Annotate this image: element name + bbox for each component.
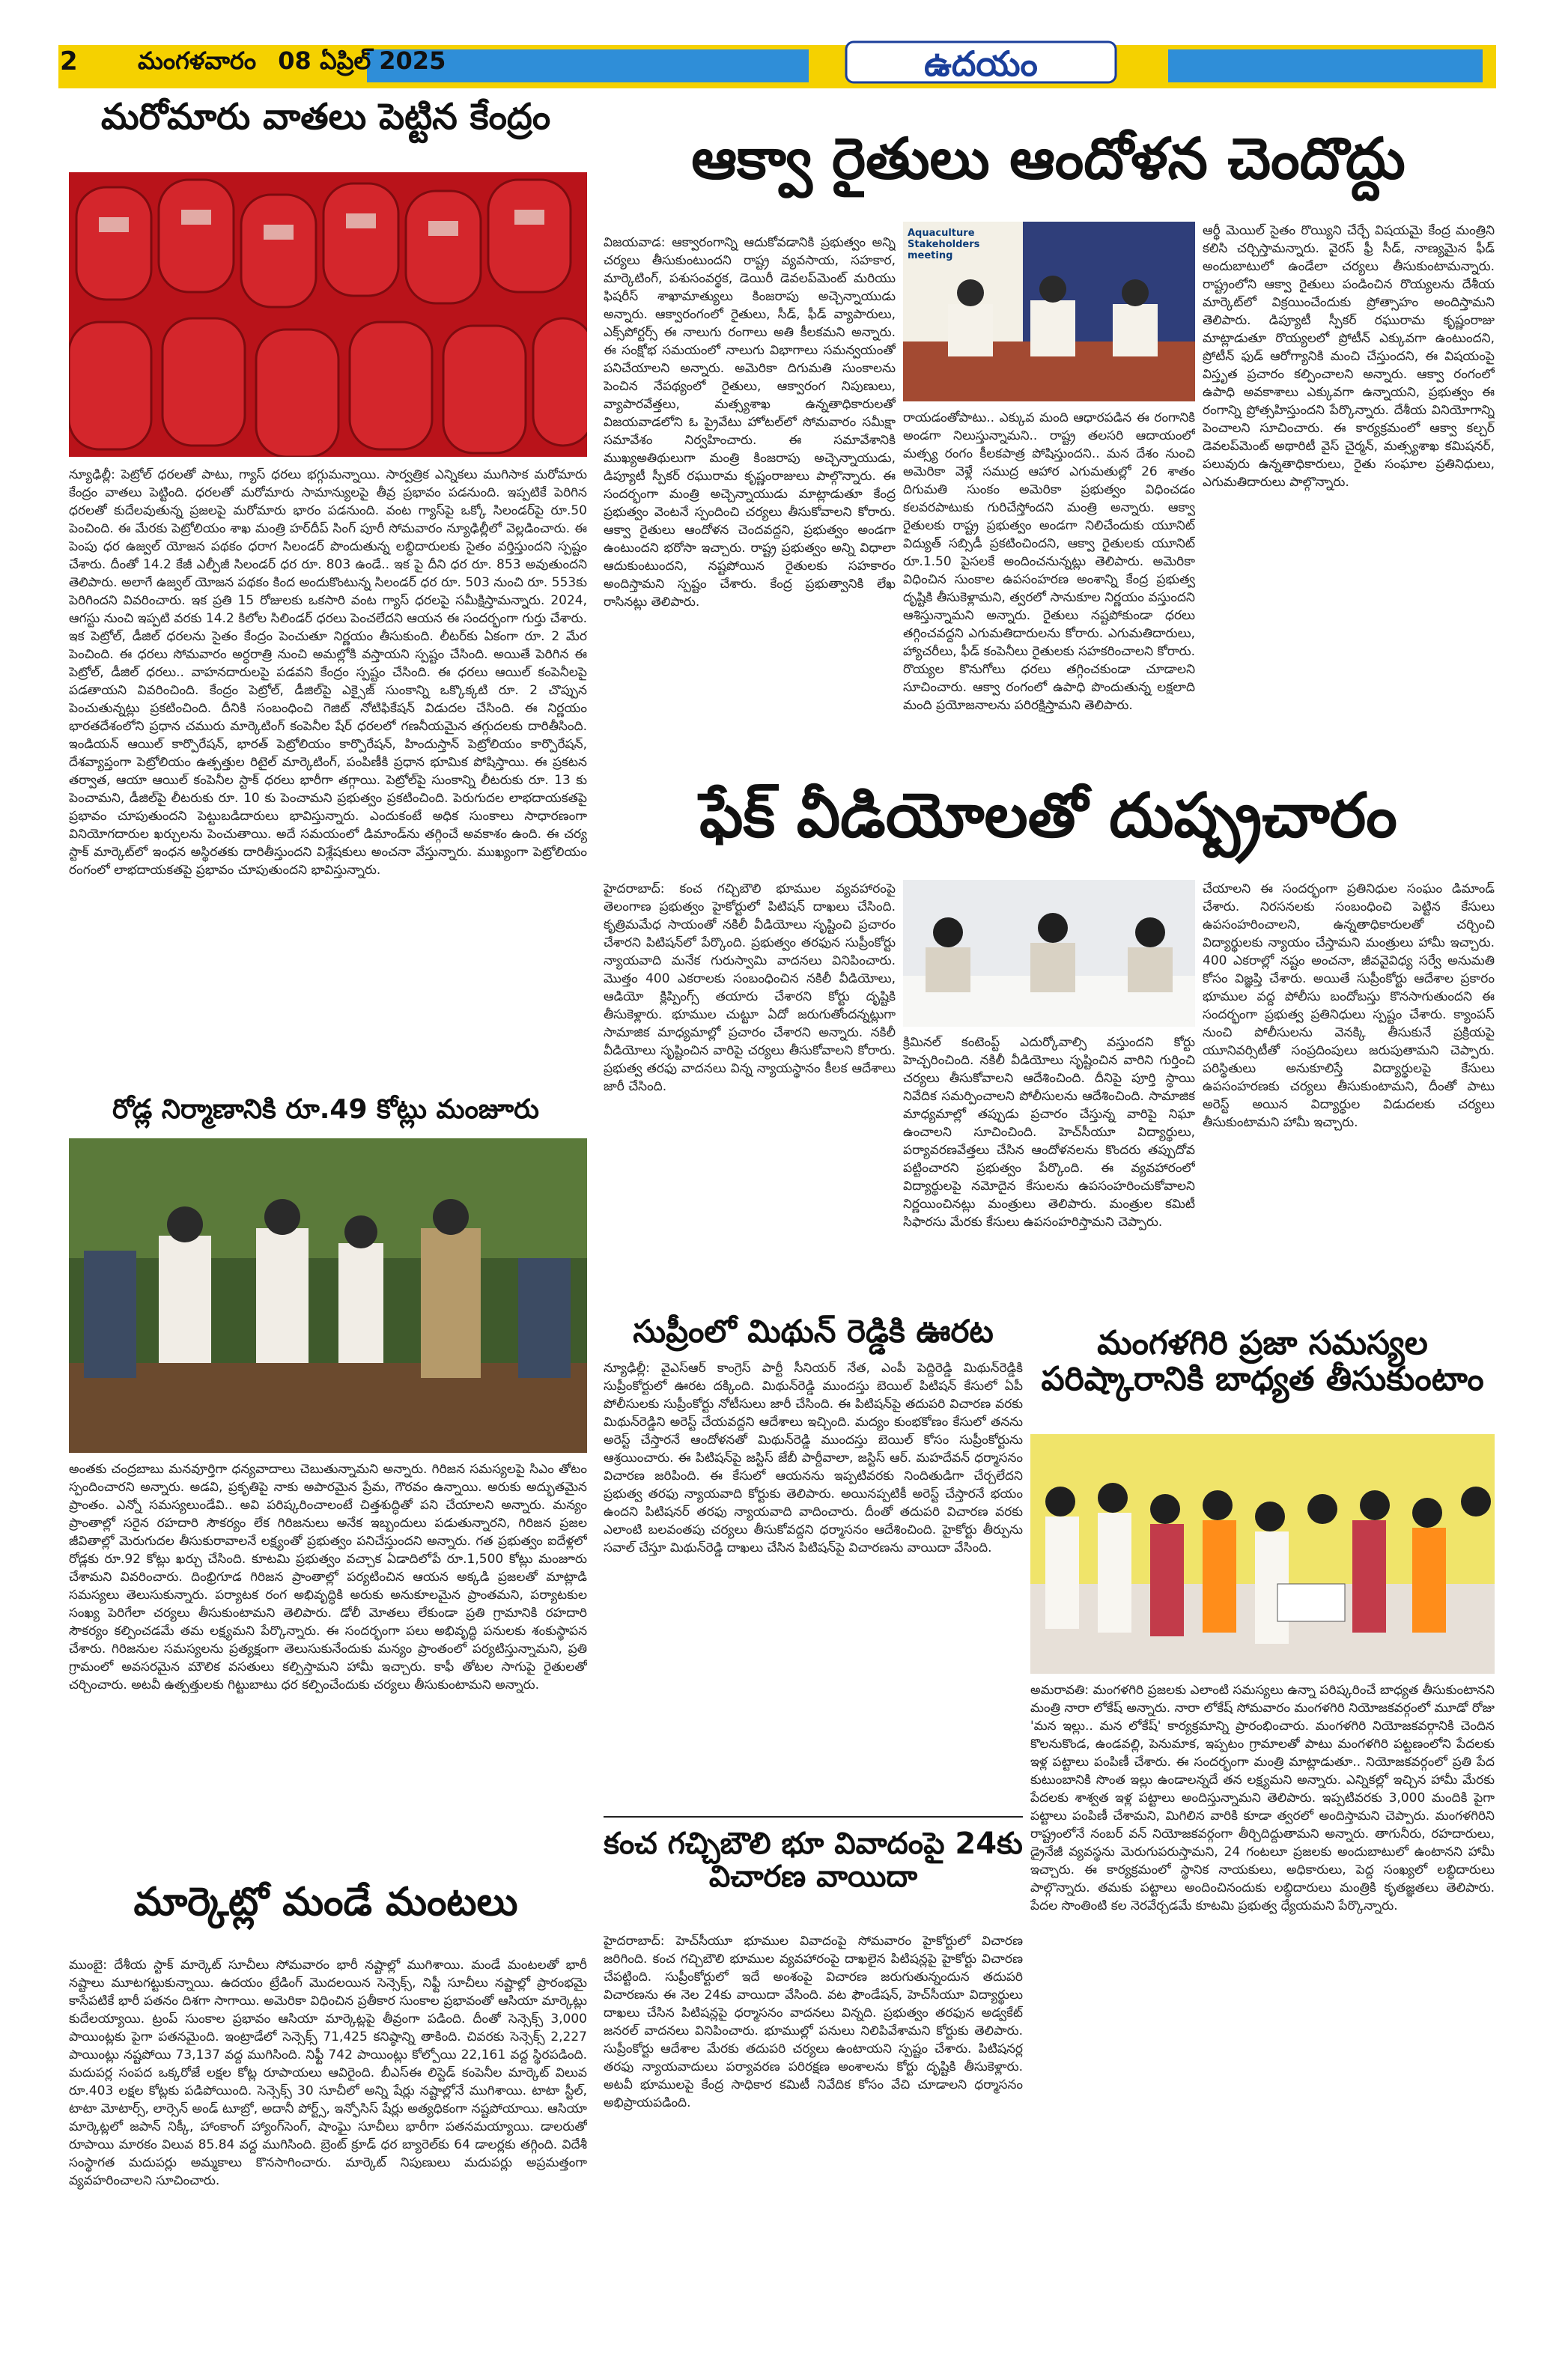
gas-article-text: న్యూఢిల్లీ: పెట్రోల్ ధరలతో పాటు, గ్యాస్ ధరలు భగ్గుమన్నాయి. సార్వత్రిక ఎన్నికలు ముగిసాక మరోమారు కేంద్రం వాతలు పెట్టింది. ధరలతో మరోమారు సామాన్యులపై తీవ్ర ప్రభావం పడనుంది. ఇప్పటికే పెరిగిన ధరలతో కుదేలవుతున్న ప్రజలపై మరోమారు భారం పడనుంది. వంట గ్యాస్‌పై ఒక్కో సిలండర్‌పై రూ.50 పెంచింది. ఈ మేరకు పెట్రోలియం శాఖ మంత్రి హర్‌దీప్ సింగ్ పూరీ సోమవారం న్యూఢిల్లీలో వెల్లడించారు. ఈ పెంపు ధర ఉజ్వల్ యోజన పథకం ధరాగ సిలండర్ పొందుతున్న లబ్ధిదారులకు సైతం వర్తిస్తుందని స్పష్టం చేశారు. దీంతో 14.2 కేజీ ఎల్పీజీ సిలండర్ ధర రూ. 803 ఉండే.. ఇక పై దీని ధర రూ. 853 అవుతుందని తెలిపారు. అలాగే ఉజ్వల్ యోజన పథకం కింద అందుకొంటున్న సిలండర్ ధర రూ. 503 నుంచి రూ. 553కు పెరిగిందని వివరించారు. ఇక ప్రతి 15 రోజులకు ఒకసారి వంట గ్యాస్ ధరలపై సమీక్షిస్తామన్నారు. 2024, ఆగస్టు నుంచి ఇప్పటి వరకు 14.2 కిలోల సిలిండర్ ధరలు పెంచలేదని ఆయన ఈ సందర్భంగా గుర్తు చేశారు. ఇక పెట్రోల్, డీజిల్ ధరలను సైతం కేంద్రం పెంచుతూ నిర్ణయం తీసుకుంది. లీటర్‌కు ఏకంగా రూ. 2 మేర పెంచింది. ఈ ధరలు సోమవారం అర్ధరాత్రి నుంచి అమల్లోకి వస్తాయని స్పష్టం చేసింది. అయితే పెరిగిన ఈ పెట్రోల్, డీజిల్ ధరలు.. వాహనదారులపై పడవని కేంద్రం స్పష్టం చేసింది. ఈ ధరలు ఆయిల్ కంపెనీలపై పడతాయని వివరించింది. కేంద్రం పెట్రోల్, డీజిల్‌పై ఎక్సైజ్ సుంకాన్ని ఒక్కొక్కటి రూ. 2 చొప్పున పెంచుతున్నట్లు ప్రకటించింది. దీనికి సంబంధించి గెజిట్ నోటిఫికేషన్ విడుదల చేసింది. ఈ నిర్ణయం భారతదేశంలోని ప్రధాన చమురు మార్కెటింగ్ కంపెనీల షేర్ ధరలలో గణనీయమైన తగ్గుదలకు దారితీసింది. ఇండియన్ ఆయిల్ కార్పొరేషన్, భారత్ పెట్రోలియం కార్పొరేషన్, హిందుస్తాన్ పెట్రోలియం కార్పొరేషన్, దేశవ్యాప్తంగా పెట్రోలియం ఉత్పత్తుల రిటైల్ మార్కెటింగ్, పంపిణీకి ప్రధాన భూమిక పోషిస్తాయి. ఈ ప్రకటన తర్వాత, ఆయా ఆయిల్ కంపెనీల స్టాక్ ధరలు భారీగా తగ్గాయి. పెట్రోల్‌పై సుంకాన్ని లీటరుకు రూ. 13 కు పెంచామని, డీజిల్‌పై లీటరుకు రూ. 10 కు పెంచామని ప్రభుత్వం ప్రకటించింది. పెరుగుదల లాభదాయకతపై ప్రభావం చూపుతుందని పెట్టుబడిదారులు భావిస్తున్నారు. ఎందుకంటే అధిక సుంకాలు సాధారణంగా వినియోగదారుల ఖర్చులను పెంచుతాయి. అదే సమయంలో డిమాండ్‌ను తగ్గించే అవకాశం ఉంది. ఈ చర్య స్టాక్ మార్కెట్‌లో ఇంధన అస్థిరతకు దారితీస్తుందని విశ్లేషకులు అంచనా వేస్తున్నారు. ముఖ్యంగా పెట్రోలియం రంగంలో లాభదాయకతపై ప్రభావం చూపుతుందని భావిస్తున్నారు. — [69, 467, 587, 878]
page-number: 2 — [60, 46, 78, 76]
mangalagiri-article-text: అమరావతి: మంగళగిరి ప్రజలకు ఎలాంటి సమస్యలు ఉన్నా పరిష్కరించే బాధ్యత తీసుకుంటానని మంత్రి నారా లోకేష్ అన్నారు. నారా లోకేష్ సోమవారం మంగళగిరి నియోజకవర్గంలో మూడో రోజు 'మన ఇల్లు.. మన లోకేష్' కార్యక్రమాన్ని ప్రారంభించారు. మంగళగిరి నియోజకవర్గానికి చెందిన కొలనుకొండ, ఉండవల్లి, పెనుమాక, ఇప్పటం గ్రామాలతో పాటు మంగళగిరి పట్టణంలోని పేదలకు ఇళ్ల పట్టాలు పంపిణీ చేశారు. ఈ సందర్భంగా మంత్రి మాట్లాడుతూ.. నియోజకవర్గంలో ప్రతి పేద కుటుంబానికి సొంత ఇల్లు ఉండాలన్నదే తన లక్ష్యమని అన్నారు. ఎన్నికల్లో ఇచ్చిన హామీ మేరకు పేదలకు శాశ్వత ఇళ్ల పట్టాలు అందిస్తున్నామని తెలిపారు. ఇప్పటివరకు 3,000 మందికి పైగా పట్టాలు పంపిణీ చేశామని, మిగిలిన వారికి కూడా త్వరలో అందిస్తామని చెప్పారు. మంగళగిరిని రాష్ట్రంలోనే నంబర్ వన్ నియోజకవర్గంగా తీర్చిదిద్దుతామని అన్నారు. తాగునీరు, రహదారులు, డ్రైనేజీ వ్యవస్థను మెరుగుపరుస్తామని, 24 గంటలూ ప్రజలకు అందుబాటులో ఉంటానని హామీ ఇచ్చారు. ఈ కార్యక్రమంలో స్థానిక నాయకులు, అధికారులు, పెద్ద సంఖ్యలో లబ్ధిదారులు పాల్గొన్నారు. తమకు పట్టాలు అందించినందుకు లబ్ధిదారులు మంత్రికి కృతజ్ఞతలు తెలిపారు. పేదల సొంతింటి కల నెరవేర్చడమే కూటమి ప్రభుత్వ ధ్యేయమని పేర్కొన్నారు. — [1030, 1683, 1495, 1913]
minister-visit-photo — [69, 1138, 587, 1453]
market-headline: మార్కెట్లో మండే మంటలు — [133, 1880, 518, 1925]
press-meet-photo — [903, 880, 1195, 1027]
mangalagiri-headline: మంగళగిరి ప్రజా సమస్యల పరిష్కారానికి బాధ్యత తీసుకుంటాం — [1041, 1324, 1484, 1399]
mithun-headline: సుప్రీంలో మిథున్ రెడ్డికి ఊరట — [633, 1313, 994, 1350]
minister-visit-icon — [69, 1138, 587, 1453]
logo-text: ఉదయం — [924, 43, 1038, 84]
praja-darbar-icon — [1030, 1434, 1495, 1674]
fake-headline: ఫేక్ వీడియోలతో దుష్ప్రచారం — [699, 780, 1397, 851]
aqua-article-text-right: ఆర్థీ మెయిల్ సైతం రొయ్యిని చేర్చే విషయమై కేంద్ర మంత్రిని కలిసి చర్చిస్తామన్నారు. వైరస్ ఫ్రీ సీడ్, నాణ్యమైన ఫీడ్ అందుబాటులో ఉండేలా చర్యలు తీసుకుంటామన్నారు. రాష్ట్రంలోని ఆక్వా రైతులు పండించిన రొయ్యలను దేశీయ మార్కెట్‌లో విక్రయించేందుకు ప్రోత్సాహం అందిస్తామని తెలిపారు. డిప్యూటీ స్పీకర్ రఘురామ కృష్ణంరాజు మాట్లాడుతూ రొయ్యలలో ప్రోటీన్ ఎక్కువగా ఉంటుందని, ప్రోటీన్ ఫుడ్ ఆరోగ్యానికి మంచి చేస్తుందని, ఈ విషయంపై విస్తృత ప్రచారం కల్పించాలని అన్నారు. ఆక్వా రంగంలో ఉపాధి అవకాశాలు ఎక్కువగా ఉన్నాయని, ప్రభుత్వం ఈ రంగాన్ని ప్రోత్సహిస్తుందని పేర్కొన్నారు. దేశీయ వినియోగాన్ని పెంచాలని సూచించారు. ఈ కార్యక్రమంలో ఆక్వా కల్చర్ డెవలప్‌మెంట్ అథారిటీ వైస్ చైర్మన్, మత్స్యశాఖ కమిషనర్, పలువురు ఉన్నతాధికారులు, రైతు సంఘాల ప్రతినిధులు, ఎగుమతిదారులు పాల్గొన్నారు. — [1203, 223, 1495, 490]
kancha-headline: కంచ గచ్చిబౌలి భూ వివాదంపై 24కు విచారణ వాయిదా — [604, 1827, 1023, 1894]
mithun-article-text: న్యూఢిల్లీ: వైఎస్ఆర్ కాంగ్రెస్ పార్టీ సీనియర్ నేత, ఎంపీ పెద్దిరెడ్డి మిథున్‌రెడ్డికి సుప్రీంకోర్టులో ఊరట దక్కింది. మిథున్‌రెడ్డి ముందస్తు బెయిల్ పిటిషన్ కేసులో ఏపీ పోలీసులకు సుప్రీంకోర్టు నోటీసులు జారీ చేసింది. ఈ పిటిషన్‌పై తదుపరి విచారణ వరకు మిథున్‌రెడ్డిని అరెస్ట్ చేయవద్దని ఆదేశాలు ఇచ్చింది. మద్యం కుంభకోణం కేసులో తనను అరెస్ట్ చేస్తారనే ఆందోళనతో మిథున్‌రెడ్డి ముందస్తు బెయిల్ కోసం సుప్రీంకోర్టును ఆశ్రయించారు. ఈ పిటిషన్‌పై జస్టిస్ జేబీ పార్దీవాలా, జస్టిస్ ఆర్. మహదేవన్ ధర్మాసనం విచారణ జరిపింది. ఈ కేసులో ఆయనను ఇప్పటివరకు నిందితుడిగా చేర్చలేదని ప్రభుత్వ తరఫు న్యాయవాది కోర్టుకు తెలిపారు. అయినప్పటికీ అరెస్ట్ చేస్తారనే భయం ఉందని పిటిషనర్ తరఫు న్యాయవాది వాదించారు. దీంతో తదుపరి విచారణ వరకు ఎలాంటి బలవంతపు చర్యలు తీసుకోవద్దని ధర్మాసనం ఆదేశించింది. హైకోర్టు తీర్పును సవాల్ చేస్తూ మిథున్‌రెడ్డి దాఖలు చేసిన పిటిషన్‌పై విచారణను వాయిదా వేసింది. — [604, 1361, 1023, 1555]
praja-darbar-photo — [1030, 1434, 1495, 1674]
roads-headline: రోడ్ల నిర్మాణానికి రూ.49 కోట్లు మంజూరు — [112, 1094, 539, 1125]
date: 08 ఏప్రిల్ 2025 — [278, 46, 446, 75]
fake-article-text-right: చేయాలని ఈ సందర్భంగా ప్రతినిధుల సంఘం డిమాండ్ చేశారు. నిరసనలకు సంబంధించి పెట్టిన కేసులు ఉపసంహరించాలని, ఉన్నతాధికారులతో చర్చించి విద్యార్థులకు న్యాయం చేస్తామని మంత్రులు హామీ ఇచ్చారు. 400 ఎకరాల్లో నష్టం అంచనా, జీవవైవిధ్య సర్వే అనుమతి కోసం విజ్ఞప్తి చేశారు. అయితే సుప్రీంకోర్టు ఆదేశాల ప్రకారం భూముల వద్ద పోలీసు బందోబస్తు కొనసాగుతుందని ఈ సందర్భంగా ప్రభుత్వ ప్రతినిధులు స్పష్టం చేశారు. క్యాంపస్ నుంచి పోలీసులను వెనక్కి తీసుకునే ప్రక్రియపై యూనివర్సిటీతో సంప్రదింపులు జరుపుతామని చెప్పారు. పరిస్థితులు అనుకూలిస్తే విద్యార్థులపై కేసులు ఉపసంహరణకు చర్యలు తీసుకుంటామని, దీంతో పాటు అరెస్ట్ అయిన విద్యార్థుల విడుదలకు చర్యలు తీసుకుంటామని హామీ ఇచ్చారు. — [1203, 881, 1495, 1130]
press-meet-icon — [903, 880, 1195, 1027]
weekday: మంగళవారం — [138, 46, 257, 75]
aqua-meeting-photo — [903, 222, 1195, 401]
divider — [604, 1816, 1023, 1818]
fake-article-text-left: హైదరాబాద్: కంచ గచ్చిబౌలి భూముల వ్యవహారంపై తెలంగాణ ప్రభుత్వం హైకోర్టులో పిటిషన్ దాఖలు చేసింది. కృత్రిమమేధ సాయంతో నకిలీ వీడియోలు సృష్టించి ప్రచారం చేశారని పిటిషన్‌లో పేర్కొంది. ప్రభుత్వం తరఫున సుప్రీంకోర్టు న్యాయవాది మనేక గురుస్వామి వాదనలు వినిపించారు. మొత్తం 400 ఎకరాలకు సంబంధించిన నకిలీ వీడియోలు, ఆడియో క్లిప్పింగ్స్ తయారు చేశారని కోర్టు దృష్టికి తీసుకెళ్లారు. భూముల చుట్టూ ఏదో జరుగుతోందన్నట్లుగా సామాజిక మాధ్యమాల్లో ప్రచారం చేశారని అన్నారు. నకిలీ వీడియోలు సృష్టించిన వారిపై చర్యలు తీసుకోవాలని కోరారు. ప్రభుత్వ తరఫు వాదనలు విన్న న్యాయస్థానం కీలక ఆదేశాలు జారీ చేసింది. — [604, 881, 896, 1094]
masthead-right-band — [1168, 49, 1483, 82]
aqua-article-text-mid: రాయడంతోపాటు.. ఎక్కువ మంది ఆధారపడిన ఈ రంగానికి అండగా నిలుస్తున్నామని.. రాష్ట్ర తలసరి ఆదాయంలో మత్స్య రంగం కీలకపాత్ర పోషిస్తుందని.. మన దేశం నుంచి అమెరికా వెళ్లే సముద్ర ఆహార ఎగుమతుల్లో 26 శాతం దిగుమతి సుంకం అమెరికా ప్రభుత్వం విధించడం కలవరపాటుకు గురిచేస్తోందని మంత్రి అన్నారు. ఆక్వా రైతులకు రాష్ట్ర ప్రభుత్వం అండగా నిలిచేందుకు యూనిట్ విద్యుత్ సబ్సిడీ ప్రకటించిందని, ఆక్వా రైతులకు యూనిట్ రూ.1.50 పైసలకే అందించనున్నట్లు తెలిపారు. అమెరికా విధించిన సుంకాల ఉపసంహరణ అంశాన్ని కేంద్ర ప్రభుత్వ దృష్టికి తీసుకెళ్లామని, త్వరలో సానుకూల నిర్ణయం వస్తుందని ఆశిస్తున్నామని అన్నారు. రైతులు నష్టపోకుండా ధరలు తగ్గించవద్దని ఎగుమతిదారులను కోరారు. ఎగుమతిదారులు, హ్యాచరీలు, ఫీడ్ కంపెనీలు రైతులకు సహకరించాలని కోరారు. రొయ్యల కొనుగోలు ధరలు తగ్గించకుండా చూడాలని సూచించారు. ఆక్వా రంగంలో ఉపాధి పొందుతున్న లక్షలాది మంది ప్రయోజనాలను పరిరక్షిస్తామని తెలిపారు. — [903, 410, 1195, 713]
aqua-article-text-left: విజయవాడ: ఆక్వారంగాన్ని ఆదుకోవడానికి ప్రభుత్వం అన్ని చర్యలు తీసుకుంటుందని రాష్ట్ర వ్యవసాయ, సహకార, మార్కెటింగ్, పశుసంవర్థక, డెయిరీ డెవలప్‌మెంట్ మరియు ఫిషరీస్ శాఖామాత్యులు కింజరాపు అచ్చెన్నాయుడు అన్నారు. ఆక్వారంగంలో రైతులు, సీడ్, ఫీడ్ వ్యాపారులు, ఎక్స్‌పోర్టర్స్ ఈ నాలుగు రంగాలు అతి కీలకమని అన్నారు. ఈ సంక్షోభ సమయంలో నాలుగు విభాగాలు సమన్వయంతో పనిచేయాలని అన్నారు. అమెరికా దిగుమతి సుంకాలను పెంచిన నేపథ్యంలో రైతులు, ఆక్వారంగ నిపుణులు, వ్యాపారవేత్తలు, మత్స్యశాఖ ఉన్నతాధికారులతో విజయవాడలోని ఓ ప్రైవేటు హోటల్‌లో సోమవారం సమీక్షా సమావేశం నిర్వహించారు. ఈ సమావేశానికి ముఖ్యఅతిథులుగా మంత్రి కింజరాపు అచ్చెన్నాయుడు, డిప్యూటీ స్పీకర్ రఘురామ కృష్ణంరాజులు పాల్గొన్నారు. ఈ సందర్భంగా మంత్రి అచ్చెన్నాయుడు మాట్లాడుతూ కేంద్ర ప్రభుత్వం వెంటనే స్పందించి చర్యలు తీసుకోవాలని కోరారు. ఆక్వా రైతులు ఆందోళన చెందవద్దని, ప్రభుత్వం అండగా ఉంటుందని భరోసా ఇచ్చారు. రాష్ట్ర ప్రభుత్వం అన్ని విధాలా ఆదుకుంటుందని, నష్టపోయిన రైతులకు సహకారం అందిస్తామని స్పష్టం చేశారు. కేంద్ర ప్రభుత్వానికి లేఖ రాసినట్లు తెలిపారు. — [604, 235, 896, 610]
market-article-text: ముంబై: దేశీయ స్టాక్ మార్కెట్ సూచీలు సోమవారం భారీ నష్టాల్లో ముగిశాయి. మండే మంటలతో భారీ నష్టాలు మూటగట్టుకున్నాయి. ఉదయం ట్రేడింగ్ మొదలయిన సెన్సెక్స్, నిఫ్టీ సూచీలు నష్టాల్లో ప్రారంభమై కాసేపటికే భారీ పతనం దిశగా సాగాయి. అమెరికా విధించిన ప్రతీకార సుంకాల ప్రభావంతో ఆసియా మార్కెట్లు కుదేలయ్యాయి. ట్రంప్ సుంకాల ప్రభావం ఆసియా మార్కెట్లపై తీవ్రంగా పడింది. దీంతో సెన్సెక్స్ 3,000 పాయింట్లకు పైగా పతనమైంది. ఇంట్రాడేలో సెన్సెక్స్ 71,425 కనిష్ఠాన్ని తాకింది. చివరకు సెన్సెక్స్ 2,227 పాయింట్లు నష్టపోయి 73,137 వద్ద ముగిసింది. నిఫ్టీ 742 పాయింట్లు కోల్పోయి 22,161 వద్ద స్థిరపడింది. మదుపర్ల సంపద ఒక్కరోజే లక్షల కోట్ల రూపాయలు ఆవిరైంది. బీఎస్ఈ లిస్టెడ్ కంపెనీల మార్కెట్ విలువ రూ.403 లక్షల కోట్లకు పడిపోయింది. సెన్సెక్స్ 30 సూచీలో అన్ని షేర్లు నష్టాల్లోనే ముగిశాయి. టాటా స్టీల్, టాటా మోటార్స్, లార్సెన్ అండ్ టూబ్రో, అదానీ పోర్ట్స్, ఇన్ఫోసిస్ షేర్లు అత్యధికంగా నష్టపోయాయి. ఆసియా మార్కెట్లలో జపాన్ నిక్కీ, హాంకాంగ్ హ్యాంగ్‌సెంగ్, షాంఘై సూచీలు భారీగా పతనమయ్యాయి. డాలరుతో రూపాయి మారకం విలువ 85.84 వద్ద ముగిసింది. బ్రెంట్ క్రూడ్ ధర బ్యారెల్‌కు 64 డాలర్లకు తగ్గింది. విదేశీ సంస్థాగత మదుపర్లు అమ్మకాలు కొనసాగించారు. మార్కెట్ నిపుణులు మదుపర్లు అప్రమత్తంగా వ్యవహరించాలని సూచించారు. — [69, 1958, 587, 2188]
gas-cylinders-icon — [69, 172, 587, 457]
newspaper-logo — [816, 39, 1146, 99]
gas-cylinders-photo — [69, 172, 587, 457]
aqua-headline: ఆక్వా రైతులు ఆందోళన చెందొద్దు — [691, 125, 1406, 192]
fake-article-text-mid: క్రిమినల్ కంటెంప్ట్ ఎదుర్కోవాల్సి వస్తుందని కోర్టు హెచ్చరించింది. నకిలీ వీడియోలు సృష్టించిన వారిని గుర్తించి చర్యలు తీసుకోవాలని ఆదేశించింది. దీనిపై పూర్తి స్థాయి నివేదిక సమర్పించాలని పోలీసులను ఆదేశించింది. సామాజిక మాధ్యమాల్లో తప్పుడు ప్రచారం చేస్తున్న వారిపై నిఘా ఉంచాలని సూచించింది. హెచ్‌సీయూ విద్యార్థులు, పర్యావరణవేత్తలు చేసిన ఆందోళనలను కొందరు తప్పుదోవ పట్టించారని ప్రభుత్వం పేర్కొంది. ఈ వ్యవహారంలో విద్యార్థులపై నమోదైన కేసులను ఉపసంహరించుకోవాలని నిర్ణయించినట్లు మంత్రులు తెలిపారు. మంత్రుల కమిటీ సిఫారసు మేరకు కేసులు ఉపసంహరిస్తామని చెప్పారు. — [903, 1035, 1195, 1230]
kancha-article-text: హైదరాబాద్: హెచ్‌సీయూ భూముల వివాదంపై సోమవారం హైకోర్టులో విచారణ జరిగింది. కంచ గచ్చిబౌలి భూముల వ్యవహారంపై దాఖలైన పిటిషన్లపై హైకోర్టు విచారణ చేపట్టింది. సుప్రీంకోర్టులో ఇదే అంశంపై విచారణ జరుగుతున్నందున తదుపరి విచారణను ఈ నెల 24కు వాయిదా వేసింది. వట ఫౌండేషన్, హెచ్‌సీయూ విద్యార్థులు దాఖలు చేసిన పిటిషన్లపై ధర్మాసనం వాదనలు విన్నది. ప్రభుత్వం తరఫున అడ్వకేట్ జనరల్ వాదనలు వినిపించారు. భూముల్లో పనులు నిలిపివేశామని కోర్టుకు తెలిపారు. సుప్రీంకోర్టు ఆదేశాల మేరకు తదుపరి చర్యలు ఉంటాయని స్పష్టం చేశారు. పిటిషనర్ల తరఫు న్యాయవాదులు పర్యావరణ పరిరక్షణ అంశాలను కోర్టు దృష్టికి తీసుకెళ్లారు. అటవీ భూములపై కేంద్ర సాధికార కమిటీ నివేదిక కోసం వేచి చూడాలని ధర్మాసనం అభిప్రాయపడింది. — [604, 1934, 1023, 2110]
gas-headline: మరోమారు వాతలు పెట్టిన కేంద్రం — [100, 96, 551, 138]
roads-article-text: అంతకు చంద్రబాబు మనవూర్తిగా ధన్యవాదాలు చెబుతున్నామని అన్నారు. గిరిజన సమస్యలపై సిఎం తోటం స్పందించారని అన్నారు. అడవి, ప్రకృతిపై నాకు అపారమైన ప్రేమ, గౌరవం ఉన్నాయి. అరుకు అద్భుతమైన ప్రాంతం. ఎన్నో సమస్యలుండేవి.. అవి పరిష్కరించాలంటే చిత్తశుద్ధితో పని చేయాలని అన్నారు. మన్యం ప్రాంతాల్లో సరైన రహదారి సౌకర్యం లేక గిరిజనులు అనేక ఇబ్బందులు పడుతున్నారని, గిరిజన ప్రజల జీవితాల్లో మెరుగుదల తీసుకురావాలనే లక్ష్యంతో ప్రభుత్వం పనిచేస్తుందని అన్నారు. గత ప్రభుత్వం ఐదేళ్లలో రోడ్లకు రూ.92 కోట్లు ఖర్చు చేసింది. కూటమి ప్రభుత్వం వచ్చాక ఏడాదిలోపే రూ.1,500 కోట్లు మంజూరు చేశామని వివరించారు. దింభ్రిగూడ గిరిజన ప్రాంతాల్లో పర్యటించిన ఆయన అక్కడి ప్రజలతో మాట్లాడి సమస్యలు తెలుసుకున్నారు. పర్యాటక రంగ అభివృద్ధికి అరుకు అనుకూలమైన ప్రాంతమని, పర్యాటకుల సంఖ్య పెరిగేలా చర్యలు తీసుకుంటామని తెలిపారు. డోలీ మోతలు లేకుండా ప్రతి గ్రామానికి రహదారి సౌకర్యం కల్పించడమే తమ లక్ష్యమని పేర్కొన్నారు. ఈ సందర్భంగా పలు అభివృద్ధి పనులకు శంకుస్థాపన చేశారు. గిరిజనుల సమస్యలను ప్రత్యక్షంగా తెలుసుకునేందుకు మన్యం ప్రాంతంలో పర్యటిస్తున్నామని, ప్రతి గ్రామంలో అవసరమైన మౌలిక వసతులు కల్పిస్తామని హామీ ఇచ్చారు. కాఫీ తోటల సాగుపై రైతులతో చర్చించారు. అటవీ ఉత్పత్తులకు గిట్టుబాటు ధర కల్పించేందుకు చర్యలు తీసుకుంటామని అన్నారు. — [69, 1462, 587, 1692]
dateline — [138, 46, 459, 81]
meeting-banner-text: Aquaculture Stakeholders meeting — [908, 228, 980, 261]
